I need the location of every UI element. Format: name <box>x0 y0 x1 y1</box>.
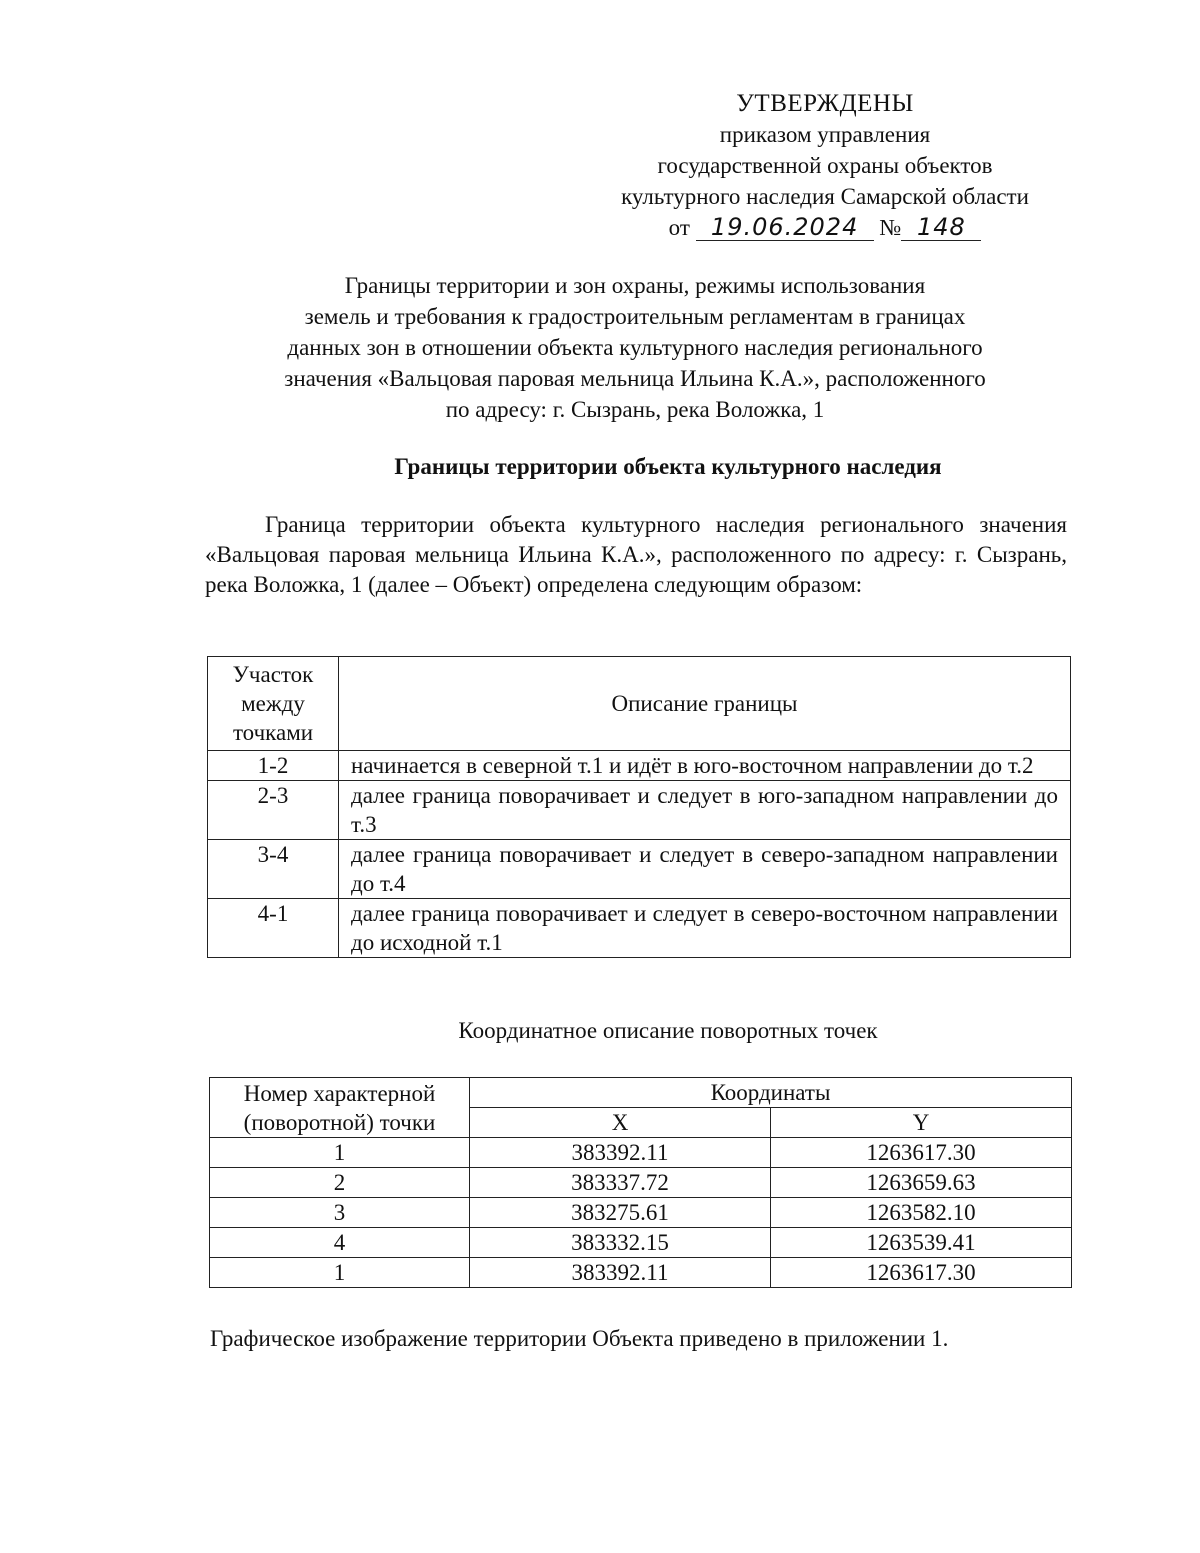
from-label: от <box>668 215 690 240</box>
point-number-header <box>210 1078 470 1138</box>
x-cell: 383392.11 <box>470 1138 771 1168</box>
approval-stamp <box>560 88 1090 243</box>
description-header: Описание границы <box>339 657 1071 751</box>
coordinates-header: Координаты <box>470 1078 1072 1108</box>
x-cell: 383337.72 <box>470 1168 771 1198</box>
y-header: Y <box>771 1108 1072 1138</box>
intro-paragraph: Граница территории объекта культурного наследия регионального значения «Вальцовая паровая мельница Ильина К.А.», расположенного по адресу: г. Сызрань, река Воложка, 1 (далее – Объект) определена следующим образом: <box>205 512 1067 597</box>
x-cell: 383332.15 <box>470 1228 771 1258</box>
table-row <box>210 1228 1072 1258</box>
point-cell: 1 <box>210 1258 470 1288</box>
table-row <box>210 1198 1072 1228</box>
approval-line-3: культурного наследия Самарской области <box>621 184 1029 209</box>
point-cell: 1 <box>210 1138 470 1168</box>
coordinates-table <box>209 1077 1072 1288</box>
approval-line-2: государственной охраны объектов <box>657 153 993 178</box>
number-label: № <box>879 215 902 240</box>
coordinates-header-row <box>210 1078 1072 1108</box>
section-heading: Границы территории объекта культурного наследия <box>394 454 942 479</box>
boundary-table <box>207 656 1071 958</box>
title-line: по адресу: г. Сызрань, река Воложка, 1 <box>445 397 825 422</box>
approval-line-1: приказом управления <box>719 122 931 147</box>
segment-header <box>208 657 339 751</box>
point-cell: 4 <box>210 1228 470 1258</box>
y-cell: 1263659.63 <box>771 1168 1072 1198</box>
table-row <box>210 1258 1072 1288</box>
description-cell: начинается в северной т.1 и идёт в юго-восточном направлении до т.2 <box>339 751 1071 781</box>
y-cell: 1263617.30 <box>771 1138 1072 1168</box>
handwritten-date: 19.06.2024 <box>696 214 874 241</box>
segment-cell: 1-2 <box>208 751 339 781</box>
point-header-line: Номер характерной <box>243 1080 436 1106</box>
description-cell: далее граница поворачивает и следует в северо-западном направлении до т.4 <box>339 840 1071 899</box>
table-row <box>208 840 1071 899</box>
segment-cell: 2-3 <box>208 781 339 840</box>
table-row <box>208 781 1071 840</box>
x-cell: 383275.61 <box>470 1198 771 1228</box>
table-row <box>208 899 1071 958</box>
table-row <box>210 1168 1072 1198</box>
coordinates-heading: Координатное описание поворотных точек <box>458 1018 878 1043</box>
description-cell: далее граница поворачивает и следует в юго-западном направлении до т.3 <box>339 781 1071 840</box>
footer-note: Графическое изображение территории Объекта приведено в приложении 1. <box>210 1326 949 1351</box>
segment-header-line: Участок <box>232 662 314 687</box>
point-cell: 3 <box>210 1198 470 1228</box>
x-cell: 383392.11 <box>470 1258 771 1288</box>
table-row <box>210 1138 1072 1168</box>
title-line: Границы территории и зон охраны, режимы использования <box>344 273 926 298</box>
x-header: X <box>470 1108 771 1138</box>
approval-date-line <box>560 212 1090 243</box>
segment-header-line: между <box>241 691 305 716</box>
description-cell: далее граница поворачивает и следует в северо-восточном направлении до исходной т.1 <box>339 899 1071 958</box>
y-cell: 1263617.30 <box>771 1258 1072 1288</box>
point-header-line: (поворотной) точки <box>243 1109 436 1135</box>
segment-cell: 3-4 <box>208 840 339 899</box>
title-line: значения «Вальцовая паровая мельница Ильина К.А.», расположенного <box>284 366 986 391</box>
y-cell: 1263582.10 <box>771 1198 1072 1228</box>
document-title <box>200 270 1070 425</box>
table-row <box>208 751 1071 781</box>
segment-cell: 4-1 <box>208 899 339 958</box>
segment-header-line: точками <box>232 720 314 745</box>
boundary-table-header <box>208 657 1071 751</box>
approval-title: УТВЕРЖДЕНЫ <box>736 90 914 117</box>
point-cell: 2 <box>210 1168 470 1198</box>
handwritten-number: 148 <box>901 214 981 241</box>
y-cell: 1263539.41 <box>771 1228 1072 1258</box>
title-line: земель и требования к градостроительным регламентам в границах <box>304 304 966 329</box>
title-line: данных зон в отношении объекта культурного наследия регионального <box>287 335 983 360</box>
